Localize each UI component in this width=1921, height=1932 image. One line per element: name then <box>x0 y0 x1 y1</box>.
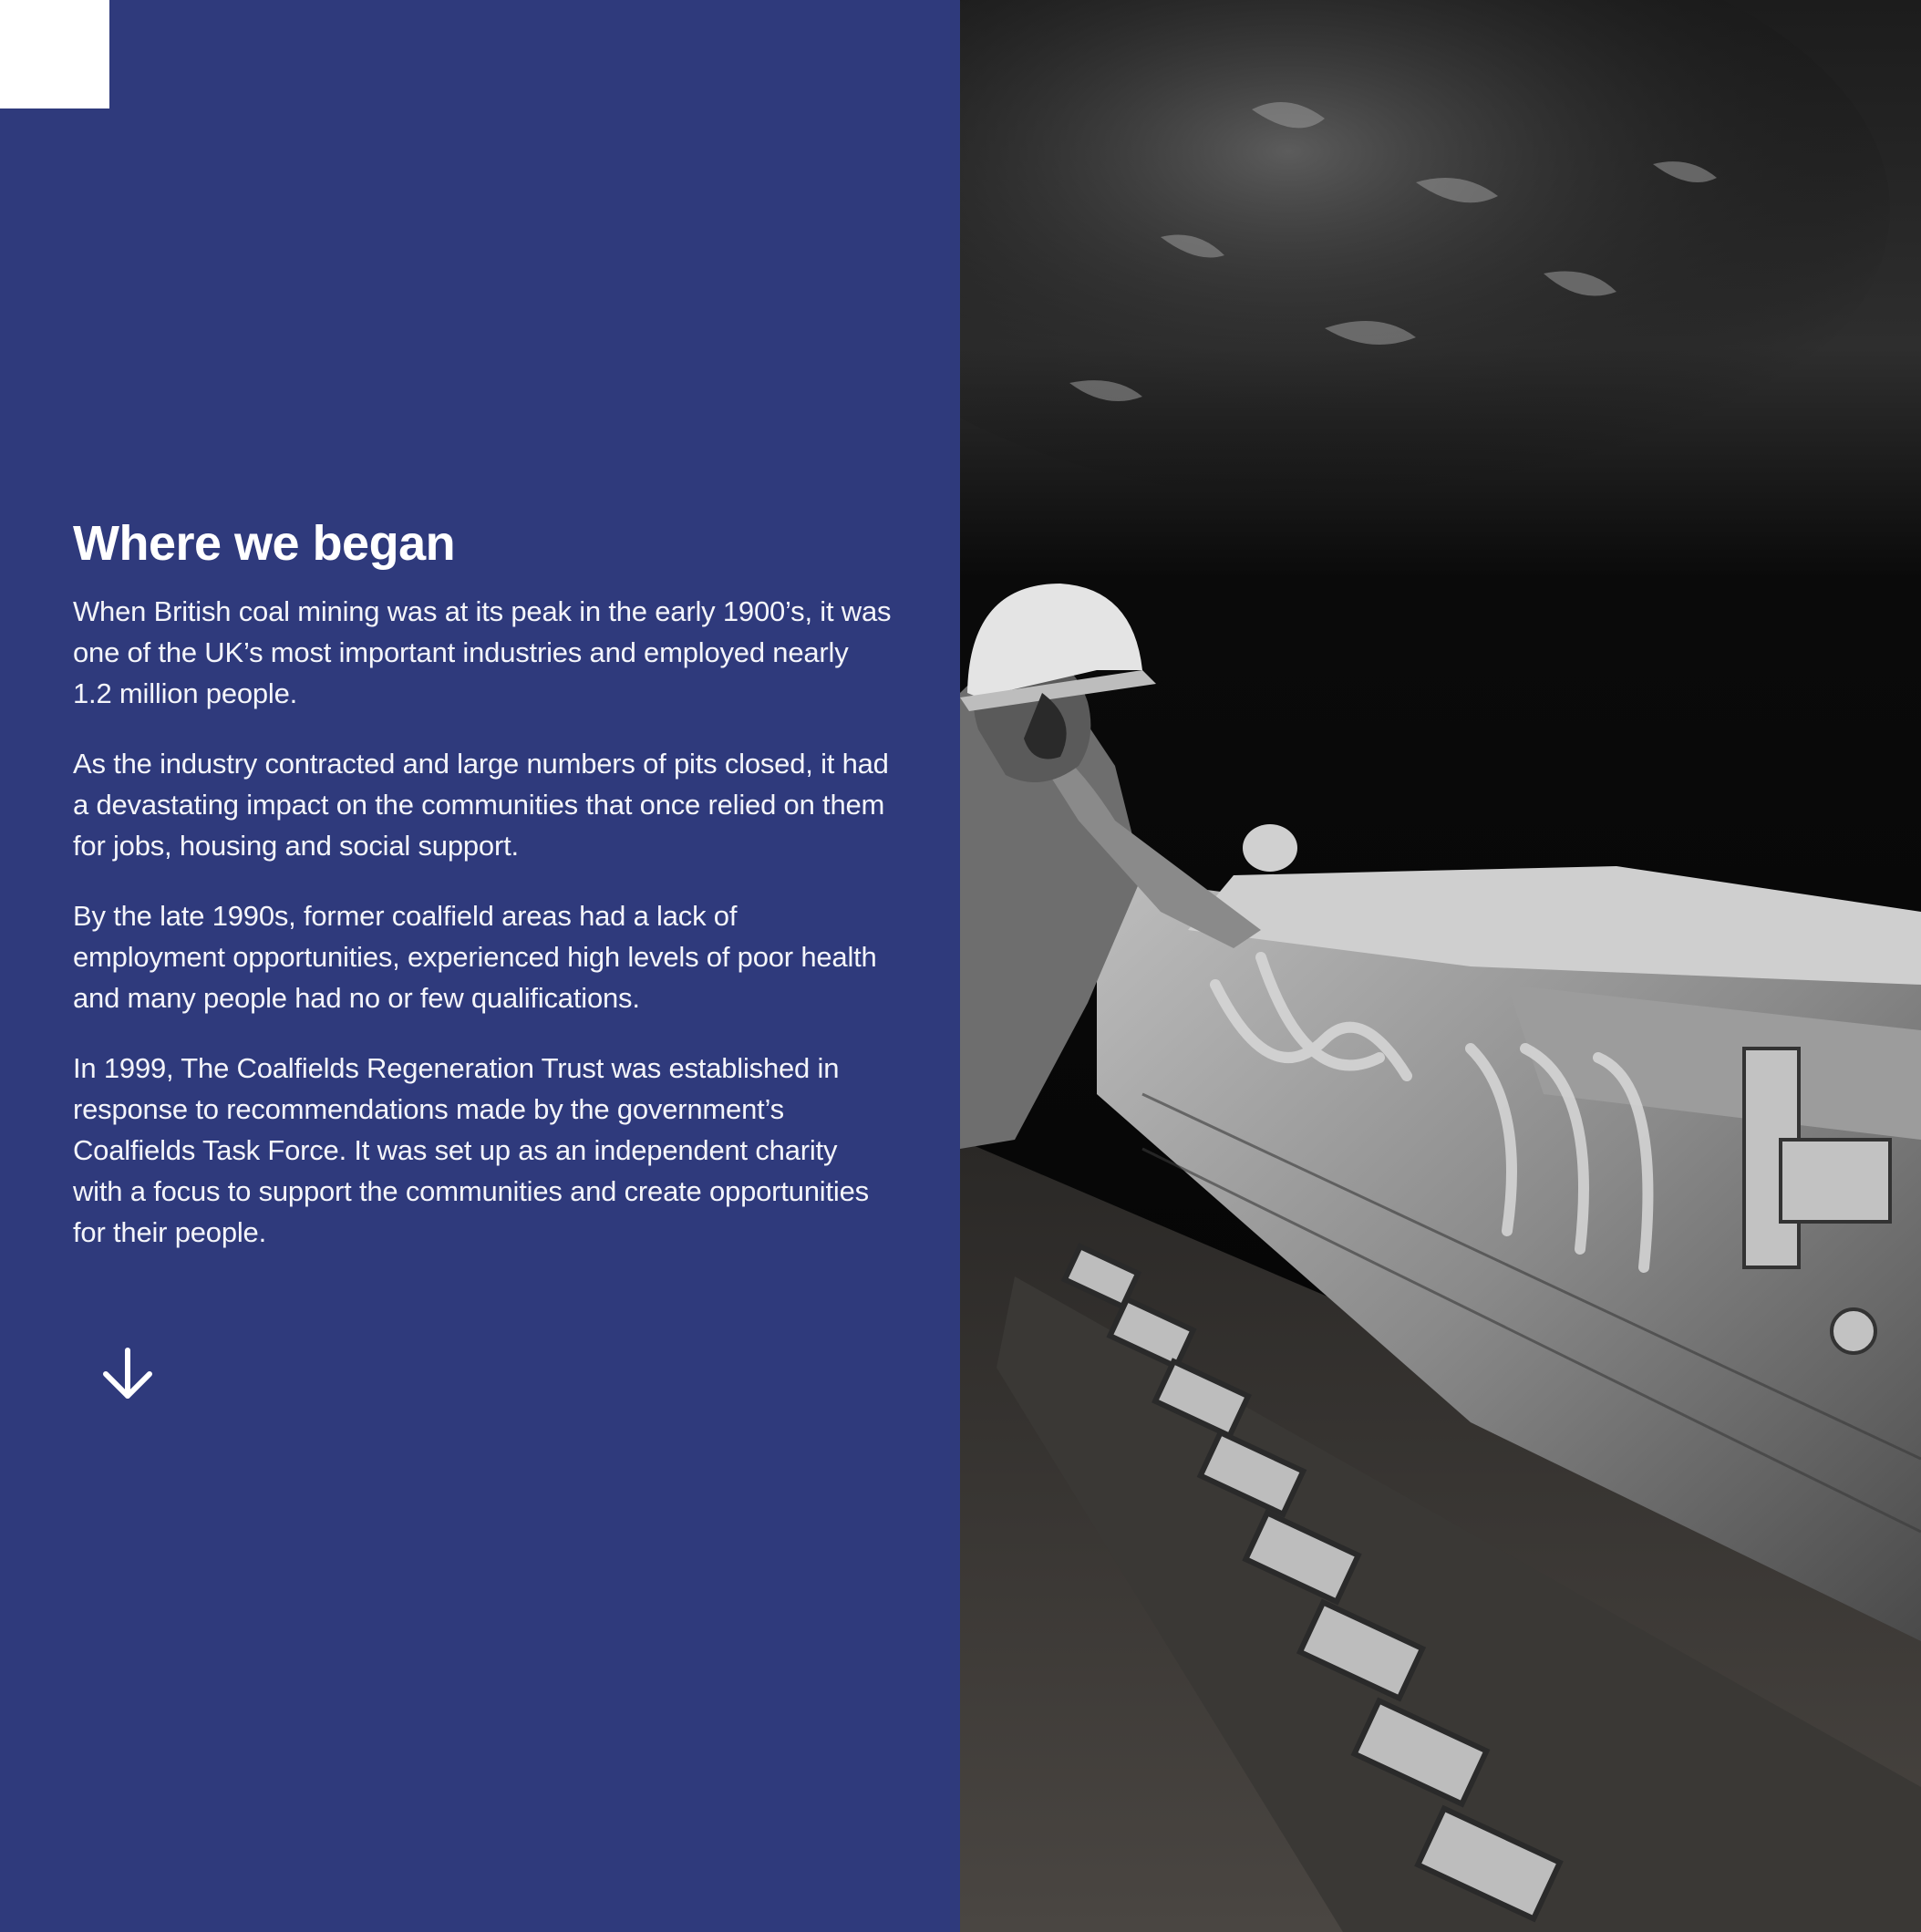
logo-placeholder[interactable] <box>0 0 109 108</box>
paragraph-decline: As the industry contracted and large numbers of pits closed, it had a devastating impact on the communities that once relied on them for jobs, housing and social support. <box>73 748 889 862</box>
paragraph-1999: In 1999, The Coalfields Regeneration Trust was established in response to recommendations made by the government’s Coalfields Task Force. It was set up as an independent charity with a focus to support the communities and create opportunities for their people. <box>73 1052 869 1248</box>
paragraph-late-1990s: By the late 1990s, former coalfield areas had a lack of employment opportunities, experienced high levels of poor health and many people had no or few qualifications. <box>73 900 877 1014</box>
intro-panel <box>0 0 960 1932</box>
miner-photo <box>960 0 1921 1932</box>
where-we-began-section <box>73 512 893 1282</box>
arrow-down-icon[interactable] <box>100 1347 155 1401</box>
paragraph-peak: When British coal mining was at its peak in the early 1900’s, it was one of the UK’s most important industries and employed nearly 1.2 million people. <box>73 595 892 709</box>
section-heading: Where we began <box>73 516 456 571</box>
